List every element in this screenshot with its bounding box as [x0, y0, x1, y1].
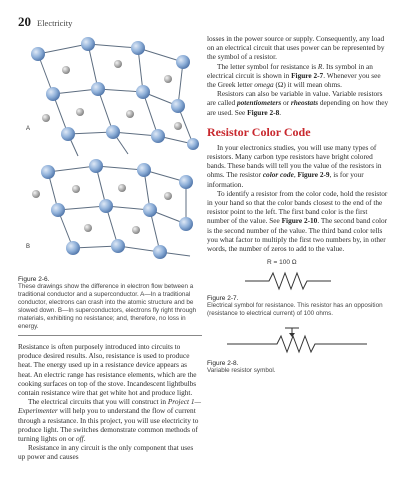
figure-label-a: A: [26, 126, 31, 132]
term-rheostats: rheostats: [290, 98, 319, 108]
text-span: . The second band color is the second number of the value. The third band color tells you what factor to multiply the first two numbers by, in other words, the number of zeros to add to the value.: [207, 216, 388, 254]
term-omega: omega: [254, 80, 274, 90]
right-paragraph-3: [207, 89, 389, 117]
right-paragraph-5: [207, 189, 389, 253]
text-span: or: [281, 98, 291, 108]
figure-2-6-caption-title: Figure 2-6.: [18, 276, 50, 283]
variable-resistor-icon: [207, 324, 389, 358]
resistor-value-label: R = 100 Ω: [267, 259, 297, 267]
figure-reference: Figure 2-10: [281, 216, 318, 226]
section-heading: Resistor Color Code: [207, 124, 311, 139]
figure-2-6-caption-text: These drawings show the difference in electron flow between a traditional conductor and a superconductor. A—In a traditional conductor, electrons can crash into the atomic structure and be slowed down. B—In superconductors, electrons fly right through materials, exhibiting no resistance; and, therefore, no loss in energy.: [18, 283, 197, 330]
figure-reference: Figure 2-9: [297, 170, 330, 180]
resistor-icon: [207, 259, 389, 293]
text-span: .: [279, 107, 282, 117]
atoms-b: [41, 159, 193, 259]
text-span: Resistors can also be variable in value. Variable resistors are called: [207, 89, 383, 108]
project-reference: Project 1—Experimenter: [18, 397, 201, 416]
running-head: Electricity: [37, 18, 73, 28]
text-span: .: [83, 434, 86, 444]
term-potentiometers: potentiometers: [236, 98, 282, 108]
right-paragraph-4: [207, 143, 389, 189]
text-span: or: [66, 434, 76, 444]
lattice-a: [38, 44, 193, 156]
figure-label-b: B: [26, 244, 31, 250]
text-span: depending on how they are used. See: [207, 98, 389, 117]
figure-2-8-symbol: [207, 324, 389, 358]
page-number: 20: [18, 14, 31, 29]
symbol-r: R: [317, 61, 323, 71]
figure-2-7-symbol: [207, 259, 389, 293]
term-color-code: color code: [262, 170, 294, 180]
text-span: . Whenever you see the Greek letter: [207, 70, 381, 90]
left-paragraph-3: Resistance in any circuit is the only component that uses up power and causes: [18, 443, 194, 462]
left-column: [18, 34, 202, 462]
figure-2-6-illustration: [18, 34, 202, 274]
text-span: ,: [293, 170, 298, 180]
figure-2-7-caption-text: Electrical symbol for resistance. This resistor has an opposition (resistance to electrical current) of 100 ohms.: [207, 302, 383, 318]
figure-2-8-caption-title: Figure 2-8.: [207, 360, 239, 368]
figure-2-8-caption-text: Variable resistor symbol.: [207, 367, 276, 375]
text-span: will help you to understand the flow of current through a resistance. In this project, you will use electricity to produce light. The switches demonstrate common methods of turning lights: [18, 406, 199, 444]
page-header: [18, 14, 72, 28]
text-span: , is for your information.: [207, 170, 364, 189]
left-paragraph-2: [18, 397, 202, 443]
text-span: . Its symbol in an electrical circuit is shown in: [207, 61, 373, 80]
text-span: (Ω) it will mean ohms.: [273, 80, 342, 90]
text-span: In your electronics studies, you will use many types of resistors. Many carbon type resistors have bright colored bands. These bands will tell you the value of the resistors in ohms. The resistor: [207, 142, 382, 180]
figure-reference: Figure 2-8: [247, 107, 280, 117]
term-on: on: [58, 434, 67, 444]
right-paragraph-2: [207, 62, 389, 90]
atoms-a: [31, 37, 199, 150]
text-span: To identify a resistor from the color code, hold the resistor in your hand so that the color bands closest to the end of the resistor point to the left. The first band color is the first number of the value. See: [207, 188, 388, 226]
term-off: off: [75, 434, 84, 444]
text-span: The letter symbol for resistance is: [217, 61, 318, 71]
left-paragraph-1: Resistance is often purposely introduced into circuits to produce desired results. Also, resistance is used to produce heat. The energy used up in a resistance device appears as heat. An electric range has resistance elements, which are the cooking surfaces on top of the stove. Incandescent lightbulbs contain resistance wire that get white hot and produce light.: [18, 342, 197, 398]
conductor-lattice-drawing: [18, 34, 202, 274]
figure-reference: Figure 2-7: [291, 70, 324, 80]
caption-divider: [18, 335, 202, 336]
right-paragraph-1: losses in the power source or supply. Consequently, any load on an electrical circuit that uses power can be represented by the symbol of a resistor.: [207, 34, 385, 62]
text-span: The electrical circuits that you will construct in: [28, 397, 168, 407]
figure-2-7-caption-title: Figure 2-7.: [207, 295, 239, 303]
right-column: [207, 34, 389, 375]
